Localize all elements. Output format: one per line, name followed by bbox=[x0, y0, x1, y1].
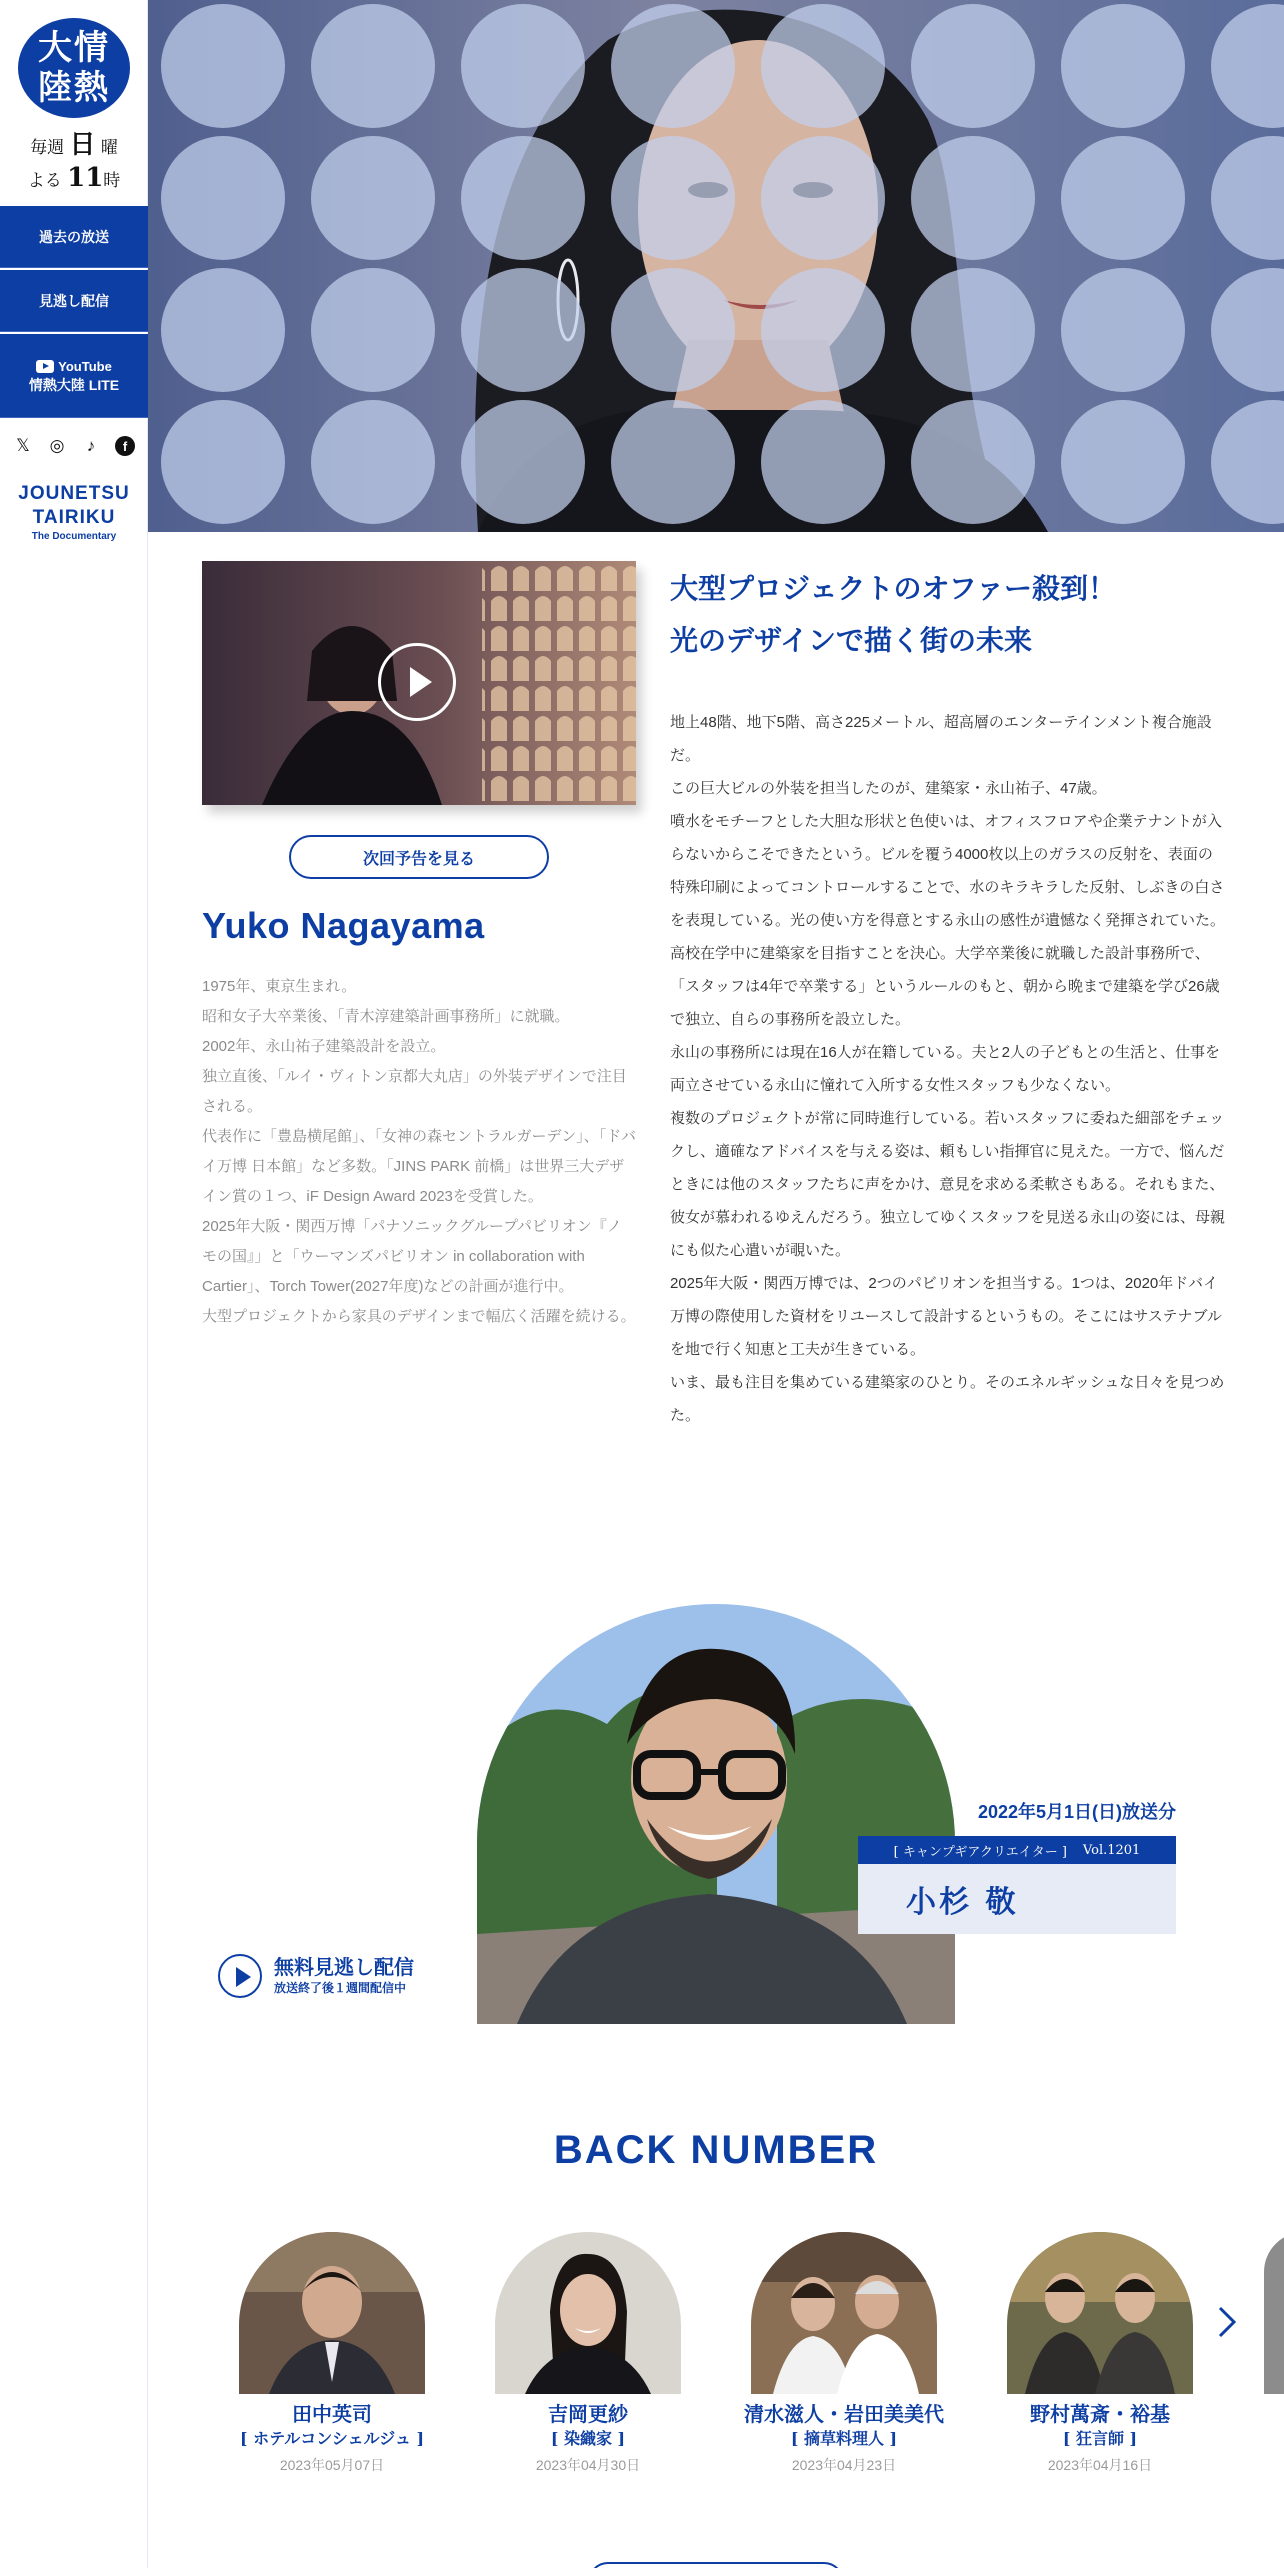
nav-catchup[interactable] bbox=[0, 270, 148, 332]
featured-volume: Vol.1201 bbox=[1082, 1842, 1141, 1858]
x-icon[interactable]: 𝕏 bbox=[16, 436, 30, 455]
back-number-name: 田中英司 bbox=[292, 2402, 372, 2426]
headline-line-2: 光のデザインで描く街の未来 bbox=[670, 624, 1033, 657]
hero-portrait-graphic bbox=[148, 0, 1284, 532]
air-date: 2022年5月1日(日)放送分 bbox=[977, 1802, 1176, 1822]
hero-image bbox=[148, 0, 1284, 532]
nav-catchup-label: 見逃し配信 bbox=[39, 292, 109, 309]
free-catchup-text bbox=[274, 1956, 414, 1996]
story-paragraph: この巨大ビルの外装を担当したのが、建築家・永山祐子、47歳。 bbox=[670, 780, 1107, 797]
preview-video-thumbnail[interactable] bbox=[202, 561, 636, 805]
back-number-item[interactable] bbox=[473, 2232, 703, 2478]
sidebar bbox=[0, 0, 148, 2568]
nav-past-label: 過去の放送 bbox=[39, 228, 109, 245]
subject-name-en: Yuko Nagayama bbox=[202, 905, 485, 946]
story-paragraph: 噴水をモチーフとした大胆な形状と色使いは、オフィスフロアや企業テナントが入らないからこそできたという。ビルを覆う4000枚以上のガラスの反射を、表面の特殊印刷によってコントロールすることで、水のキラキラした反射、しぶきの白さを表現している。光の使い方を得意とする永山の感性が遺憾なく発揮されていた。 bbox=[670, 813, 1226, 929]
schedule-night: よる bbox=[27, 171, 62, 191]
featured-name: 小杉 敬 bbox=[906, 1885, 1019, 1920]
broadcast-schedule bbox=[0, 130, 148, 196]
back-number-role: [ 狂言師 ] bbox=[1062, 2429, 1138, 2448]
bio-line: 代表作に「豊島横尾館」、「女神の森セントラルガーデン」、「ドバイ万博 日本館」など多数。「JINS PARK 前橋」は世界三大デザイン賞の１つ、iF Design Award 2023を受賞した。 bbox=[202, 1128, 636, 1205]
back-number-photo bbox=[495, 2232, 681, 2394]
back-number-date: 2023年04月23日 bbox=[791, 2457, 897, 2473]
back-number-item[interactable] bbox=[217, 2232, 447, 2478]
tiktok-icon[interactable]: ♪ bbox=[86, 436, 96, 455]
brand-line-2: TAIRIKU bbox=[32, 507, 116, 528]
story-paragraph: 永山の事務所には現在16人が在籍している。夫と2人の子どもとの生活と、仕事を両立させている永山に憧れて入所する女性スタッフも少なくない。 bbox=[670, 1044, 1221, 1094]
back-number-photo bbox=[1007, 2232, 1193, 2394]
back-number-date: 2023年05月07日 bbox=[279, 2457, 385, 2473]
back-number-peek bbox=[1264, 2232, 1284, 2394]
headline-line-1: 大型プロジェクトのオファー殺到！ bbox=[670, 572, 1117, 605]
story-body bbox=[670, 706, 1226, 1432]
back-number-peek-photo bbox=[1264, 2232, 1284, 2394]
schedule-weekly: 毎週 bbox=[30, 138, 65, 158]
back-number-photo bbox=[239, 2232, 425, 2394]
back-number-portrait bbox=[495, 2232, 681, 2394]
story-paragraph: いま、最も注目を集めている建築家のひとり。そのエネルギッシュな日々を見つめた。 bbox=[670, 1374, 1225, 1424]
back-number-item[interactable] bbox=[985, 2232, 1215, 2478]
story-paragraph: 2025年大阪・関西万博では、2つのパビリオンを担当する。1つは、2020年ドバイ万博の際使用した資材をリユースして設計するというもの。そこにはサステナブルを地で行く知恵と工夫が生きている。 bbox=[670, 1275, 1222, 1358]
schedule-hour: 11 bbox=[67, 163, 104, 193]
free-catchup-link[interactable] bbox=[218, 1954, 414, 1998]
story-headline bbox=[670, 563, 1230, 667]
story-paragraph: 地上48階、地下5階、高さ225メートル、超高層のエンターテインメント複合施設だ。 bbox=[670, 714, 1212, 764]
story-paragraph: 複数のプロジェクトが常に同時進行している。若いスタッフに委ねた細部をチェックし、適確なアドバイスを与える姿は、頼もしい指揮官に見えた。一方で、悩んだときには他のスタッフたちに声をかけ、意見を求める柔軟さもある。それもまた、彼女が慕われるゆえんだろう。独立してゆくスタッフを見送る永山の姿には、母親にも似た心遣いが覗いた。 bbox=[670, 1110, 1226, 1259]
nav-youtube-lite[interactable] bbox=[0, 334, 148, 418]
featured-category: [ キャンプギアクリエイター ] bbox=[893, 1844, 1067, 1860]
back-number-role: [ ホテルコンシェルジュ ] bbox=[239, 2429, 425, 2448]
schedule-hour-suffix: 時 bbox=[103, 171, 121, 191]
logo-line-1: 大情 bbox=[38, 28, 110, 68]
back-number-name: 清水滋人・岩田美美代 bbox=[744, 2402, 944, 2426]
back-number-date: 2023年04月16日 bbox=[1047, 2457, 1153, 2473]
social-links bbox=[0, 436, 148, 456]
youtube-badge bbox=[36, 358, 112, 376]
featured-name-box bbox=[858, 1864, 1176, 1934]
back-number-title: BACK NUMBER bbox=[553, 2128, 879, 2172]
back-number-photo bbox=[751, 2232, 937, 2394]
back-number-name: 吉岡更紗 bbox=[548, 2402, 628, 2426]
story-paragraph: 高校在学中に建築家を目指すことを決心。大学卒業後に就職した設計事務所で、「スタッフは4年で卒業する」というルールのもと、朝から晩まで建築を学び26歳で独立、自らの事務所を設立した。 bbox=[670, 945, 1220, 1028]
youtube-play-icon bbox=[36, 360, 54, 373]
back-number-name: 野村萬斎・裕基 bbox=[1030, 2402, 1170, 2426]
brand-wordmark[interactable] bbox=[0, 482, 148, 544]
schedule-day: 日 bbox=[69, 130, 96, 160]
play-icon[interactable] bbox=[378, 643, 456, 721]
bio-line: 2025年大阪・関西万博「パナソニックグループパビリオン『ノモの国』」と「ウーマンズパビリオン in collaboration with Cartier」、Torch Tower(2027年度)などの計画が進行中。 bbox=[202, 1218, 622, 1295]
nav-past-broadcasts[interactable] bbox=[0, 206, 148, 268]
logo-line-2: 陸熱 bbox=[38, 68, 110, 108]
instagram-icon[interactable]: ◎ bbox=[49, 436, 65, 455]
youtube-badge-text: YouTube bbox=[58, 358, 112, 374]
free-catchup-sub: 放送終了後１週間配信中 bbox=[274, 1981, 407, 1995]
back-number-item[interactable] bbox=[729, 2232, 959, 2478]
brand-sub: The Documentary bbox=[31, 531, 117, 542]
schedule-day-suffix: 曜 bbox=[100, 138, 118, 158]
site-logo[interactable] bbox=[18, 18, 130, 118]
free-catchup-title: 無料見逃し配信 bbox=[274, 1957, 414, 1979]
bio-line: 独立直後、「ルイ・ヴィトン京都大丸店」の外装デザインで注目される。 bbox=[202, 1068, 627, 1115]
facebook-icon[interactable]: f bbox=[115, 436, 135, 456]
carousel-next-arrow[interactable] bbox=[1212, 2302, 1242, 2342]
next-preview-label: 次回予告を見る bbox=[362, 850, 475, 868]
back-number-portrait bbox=[1007, 2232, 1193, 2394]
bio-line: 2002年、永山祐子建築設計を設立。 bbox=[202, 1038, 446, 1055]
back-number-role: [ 摘草料理人 ] bbox=[790, 2429, 898, 2448]
subject-bio bbox=[202, 972, 636, 1332]
back-number-portrait bbox=[751, 2232, 937, 2394]
back-number-role: [ 染織家 ] bbox=[550, 2429, 626, 2448]
featured-category-bar bbox=[858, 1836, 1176, 1864]
back-number-more-button[interactable] bbox=[588, 2562, 844, 2568]
chevron-right-icon bbox=[1212, 2302, 1242, 2342]
bio-line: 昭和女子大卒業後、「青木淳建築計画事務所」に就職。 bbox=[202, 1008, 570, 1025]
back-number-portrait bbox=[239, 2232, 425, 2394]
bio-line: 1975年、東京生まれ。 bbox=[202, 978, 357, 995]
brand-line-1: JOUNETSU bbox=[18, 483, 130, 504]
bio-line: 大型プロジェクトから家具のデザインまで幅広く活躍を続ける。 bbox=[202, 1308, 636, 1325]
back-number-date: 2023年04月30日 bbox=[535, 2457, 641, 2473]
play-circle-icon bbox=[218, 1954, 262, 1998]
next-preview-button[interactable] bbox=[289, 835, 549, 879]
youtube-lite-label: 情熱大陸 LITE bbox=[28, 376, 120, 393]
